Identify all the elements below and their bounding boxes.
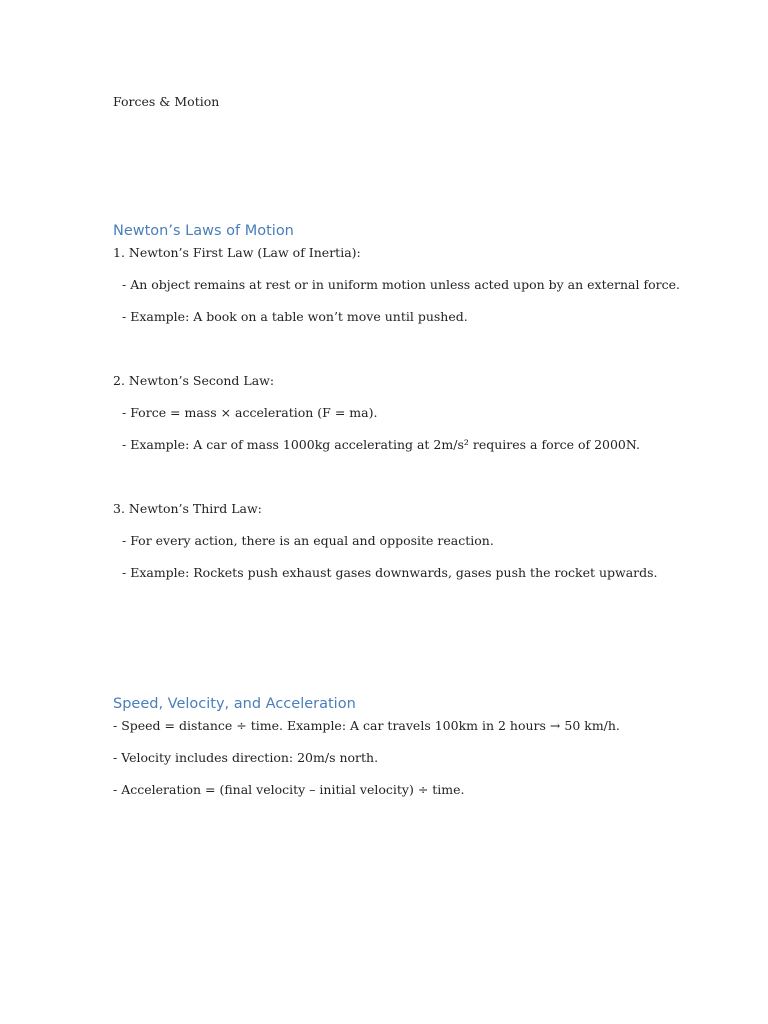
third-law-definition: - For every action, there is an equal and opposite reaction. [122, 533, 494, 548]
first-law-example: - Example: A book on a table won’t move until pushed. [122, 309, 468, 324]
speed-line: - Speed = distance ÷ time. Example: A car travels 100km in 2 hours → 50 km/h. [113, 718, 620, 733]
third-law-example: - Example: Rockets push exhaust gases downwards, gases push the rocket upwards. [122, 565, 658, 580]
third-law-title: 3. Newton’s Third Law: [113, 501, 262, 516]
document-title: Forces & Motion [113, 94, 220, 109]
acceleration-line: - Acceleration = (final velocity – initial velocity) ÷ time. [113, 782, 465, 797]
section-heading-newtons-laws: Newton’s Laws of Motion [113, 223, 294, 239]
first-law-definition: - An object remains at rest or in uniform motion unless acted upon by an external force. [122, 277, 680, 292]
velocity-line: - Velocity includes direction: 20m/s north. [113, 750, 379, 765]
second-law-title: 2. Newton’s Second Law: [113, 373, 275, 388]
section-heading-speed-velocity: Speed, Velocity, and Acceleration [113, 696, 356, 712]
first-law-title: 1. Newton’s First Law (Law of Inertia): [113, 245, 361, 260]
second-law-definition: - Force = mass × acceleration (F = ma). [122, 405, 378, 420]
second-law-example: - Example: A car of mass 1000kg accelerating at 2m/s² requires a force of 2000N. [122, 437, 640, 452]
